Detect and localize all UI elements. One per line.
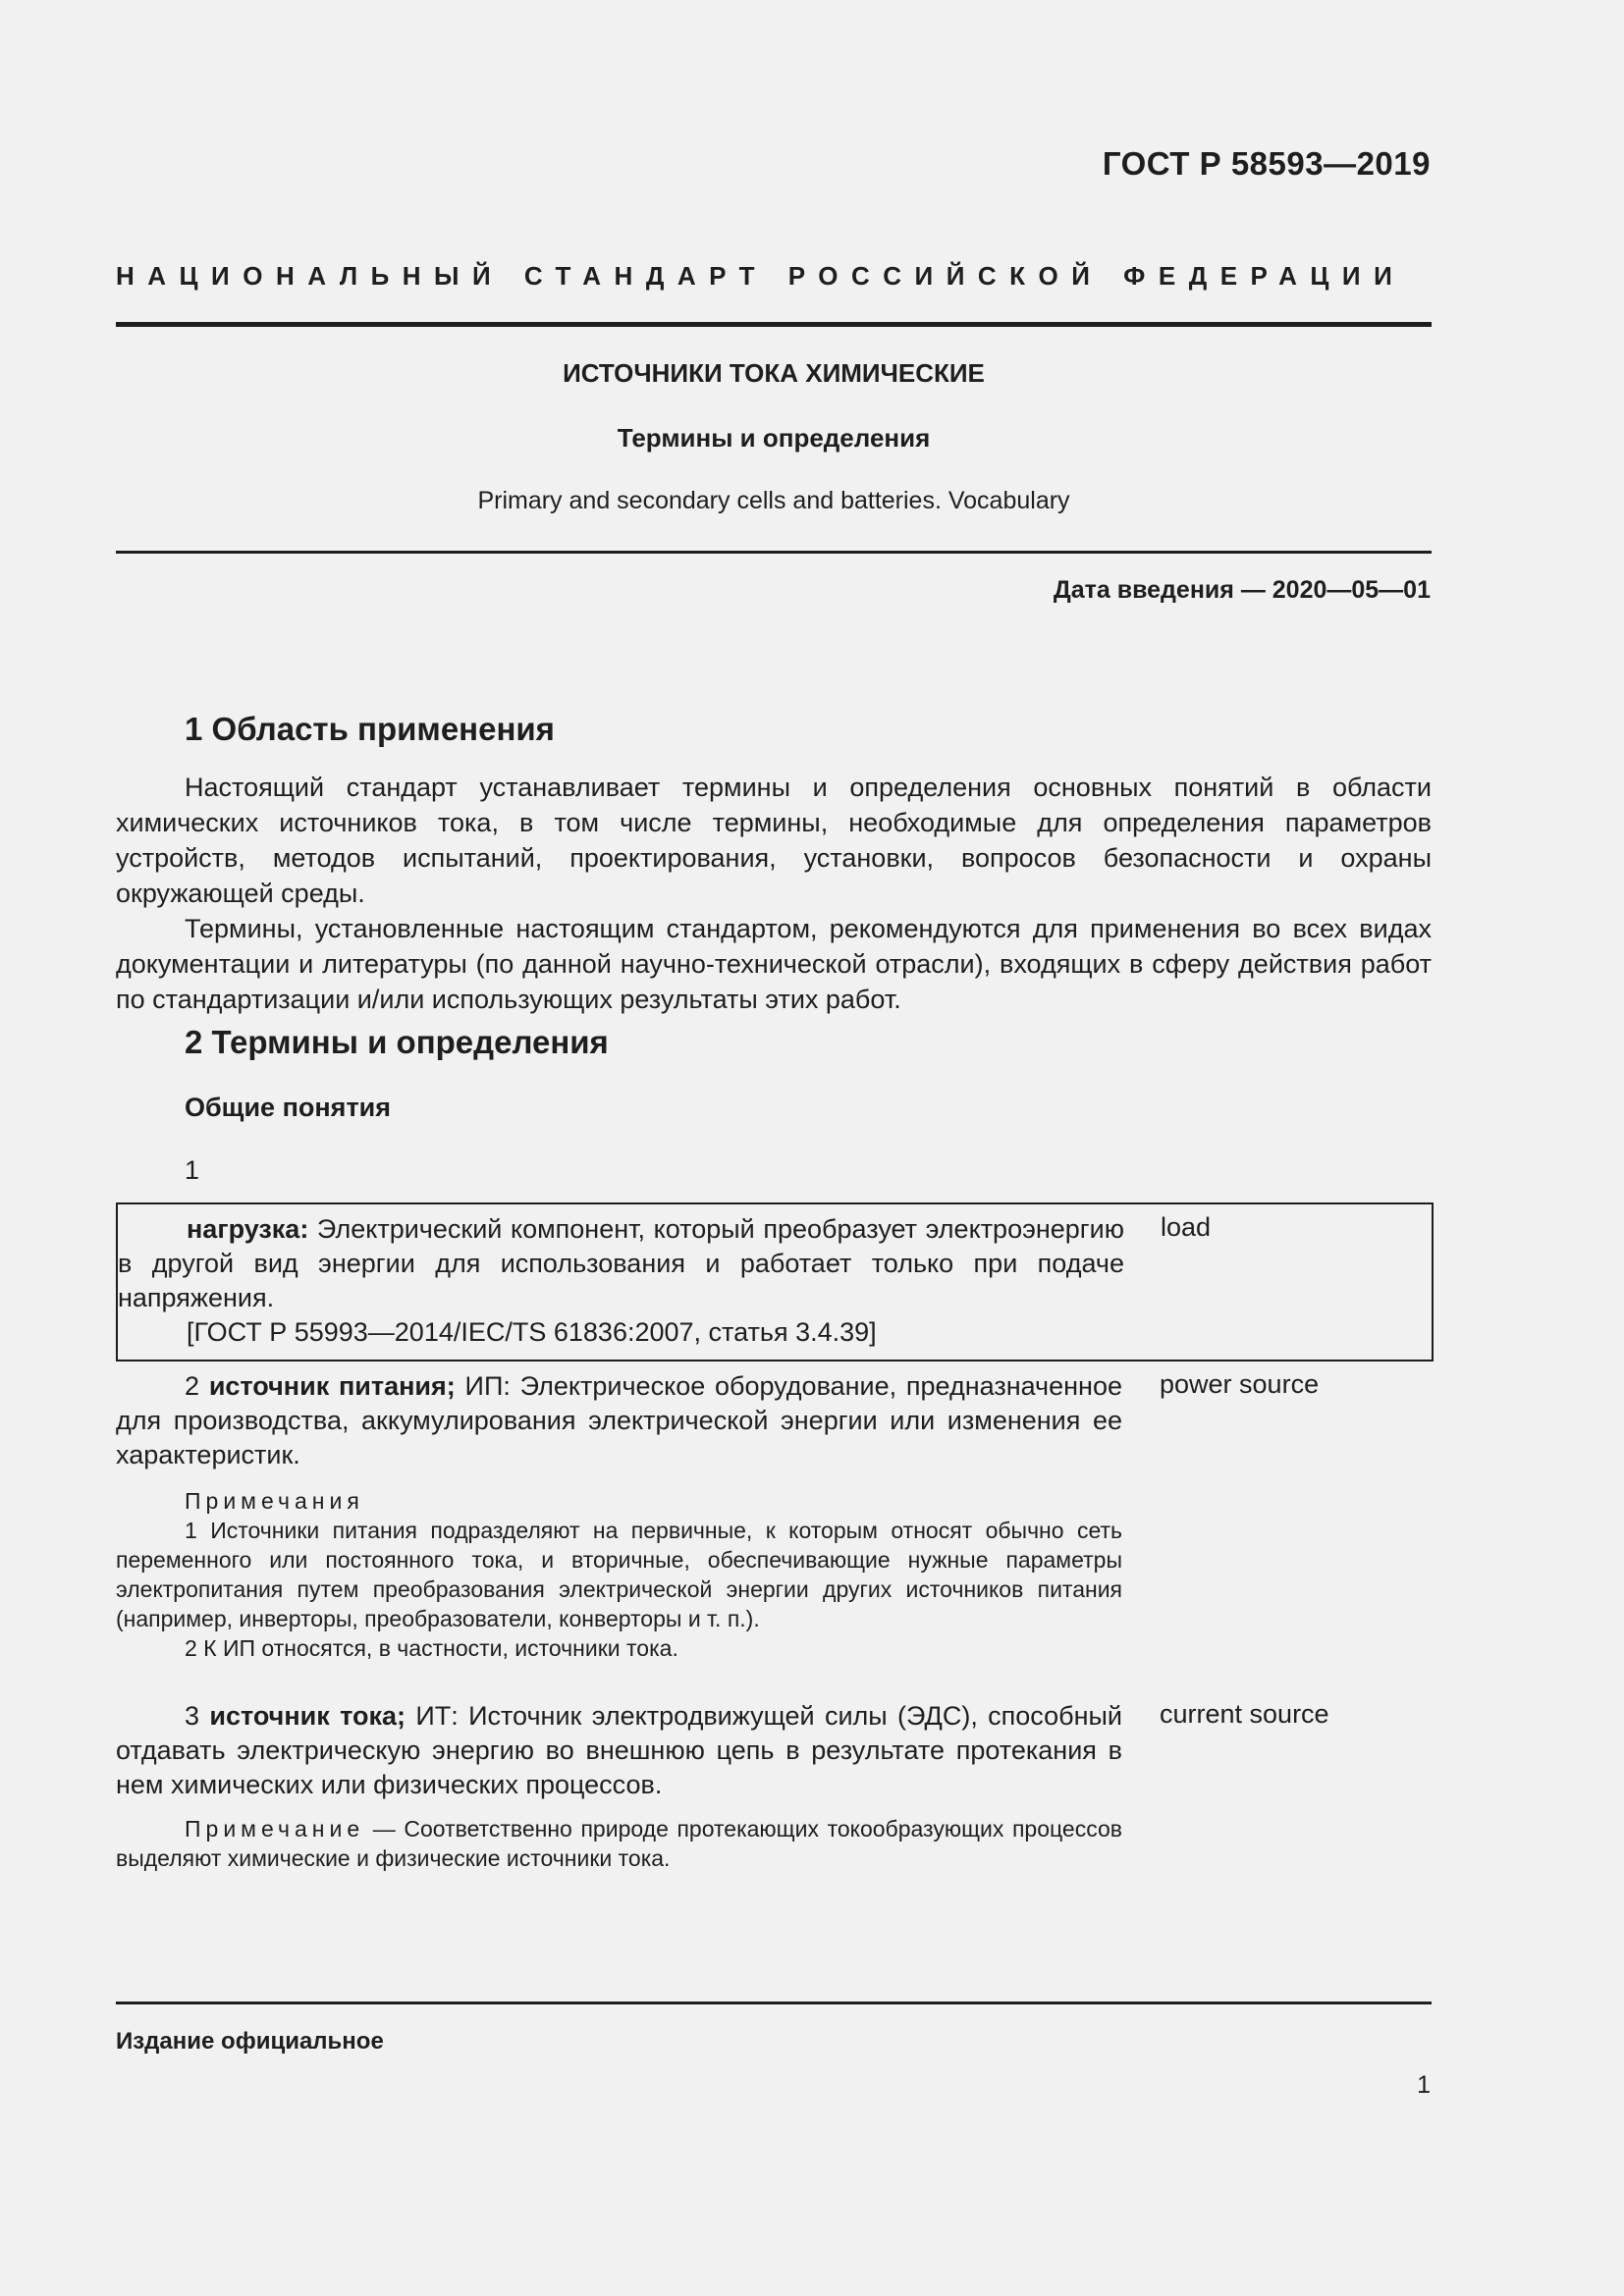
note-label: Примечание bbox=[185, 1816, 365, 1842]
section-1-body bbox=[116, 770, 1432, 1017]
document-title-en: Primary and secondary cells and batteries. Vocabulary bbox=[477, 487, 1070, 514]
document-title: ИСТОЧНИКИ ТОКА ХИМИЧЕСКИЕ bbox=[563, 358, 985, 388]
term-1-english: load bbox=[1161, 1212, 1212, 1242]
term-2-number: 2 bbox=[185, 1371, 200, 1401]
term-2-name: источник питания; bbox=[208, 1371, 456, 1401]
note-text: — Соответственно природе протекающих токообразующих процессов выделяют химические и физические источники тока. bbox=[116, 1816, 1122, 1871]
term-3-definition: ИТ: Источник электродвижущей силы (ЭДС), способный отдавать электрическую энергию во внешнюю цепь в результате протекания в нем химических или физических процессов. bbox=[116, 1701, 1122, 1799]
term-2-definition: ИП: Электрическое оборудование, предназначенное для производства, аккумулирования электрической энергии или изменения ее характеристик. bbox=[116, 1371, 1122, 1469]
term-3-number: 3 bbox=[185, 1701, 200, 1731]
general-concepts-heading: Общие понятия bbox=[185, 1093, 392, 1122]
section-1-paragraph: Термины, установленные настоящим стандартом, рекомендуются для применения во всех видах документации и литературы (по данной научно-технической отрасли), входящих в сферу действия работ по стандартизации и/или использующих результаты этих работ. bbox=[116, 914, 1432, 1014]
term-3-name: источник тока; bbox=[209, 1701, 406, 1731]
term-1-text bbox=[118, 1212, 1124, 1350]
page-number: 1 bbox=[1417, 2071, 1431, 2099]
section-2-heading: 2 Термины и определения bbox=[185, 1024, 609, 1060]
term-1-reference: [ГОСТ Р 55993—2014/IEC/TS 61836:2007, статья 3.4.39] bbox=[187, 1317, 877, 1347]
header-rule bbox=[116, 322, 1432, 327]
gost-code: ГОСТ Р 58593—2019 bbox=[1102, 145, 1431, 182]
document-subtitle: Термины и определения bbox=[617, 423, 931, 453]
official-edition-label: Издание официальное bbox=[116, 2028, 384, 2055]
section-1-paragraph: Настоящий стандарт устанавливает термины и определения основных понятий в области химических источников тока, в том числе термины, необходимые для определения параметров устройств, методов испытаний, проектирования, установки, вопросов безопасности и охраны окружающей среды. bbox=[116, 773, 1432, 908]
note-item: 2 К ИП относятся, в частности, источники тока. bbox=[185, 1635, 678, 1661]
term-1-number: 1 bbox=[185, 1155, 200, 1185]
footer-rule bbox=[116, 2002, 1432, 2004]
notes-label: Примечания bbox=[185, 1488, 364, 1514]
intro-date: Дата введения — 2020—05—01 bbox=[1053, 576, 1431, 604]
section-1-heading: 1 Область применения bbox=[185, 711, 555, 747]
note-item: 1 Источники питания подразделяют на первичные, к которым относят обычно сеть переменного или постоянного тока, и вторичные, обеспечивающие нужные параметры электропитания путем преобразования электрической энергии других источников питания (например, инверторы, преобразователи, конверторы и т. п.). bbox=[116, 1518, 1122, 1631]
term-3-english: current source bbox=[1160, 1699, 1329, 1729]
title-rule bbox=[116, 551, 1432, 554]
term-3-note bbox=[116, 1814, 1122, 1873]
national-standard-title: НАЦИОНАЛЬНЫЙ СТАНДАРТ РОССИЙСКОЙ ФЕДЕРАЦИИ bbox=[116, 261, 1406, 291]
term-2-notes bbox=[116, 1486, 1122, 1663]
term-1-name: нагрузка: bbox=[187, 1214, 309, 1244]
term-2-text bbox=[116, 1369, 1122, 1472]
term-3-text bbox=[116, 1699, 1122, 1802]
term-1-box bbox=[116, 1202, 1434, 1362]
term-1-definition: Электрический компонент, который преобразует электроэнергию в другой вид энергии для использования и работает только при подаче напряжения. bbox=[118, 1214, 1124, 1312]
term-2-english: power source bbox=[1160, 1369, 1320, 1399]
